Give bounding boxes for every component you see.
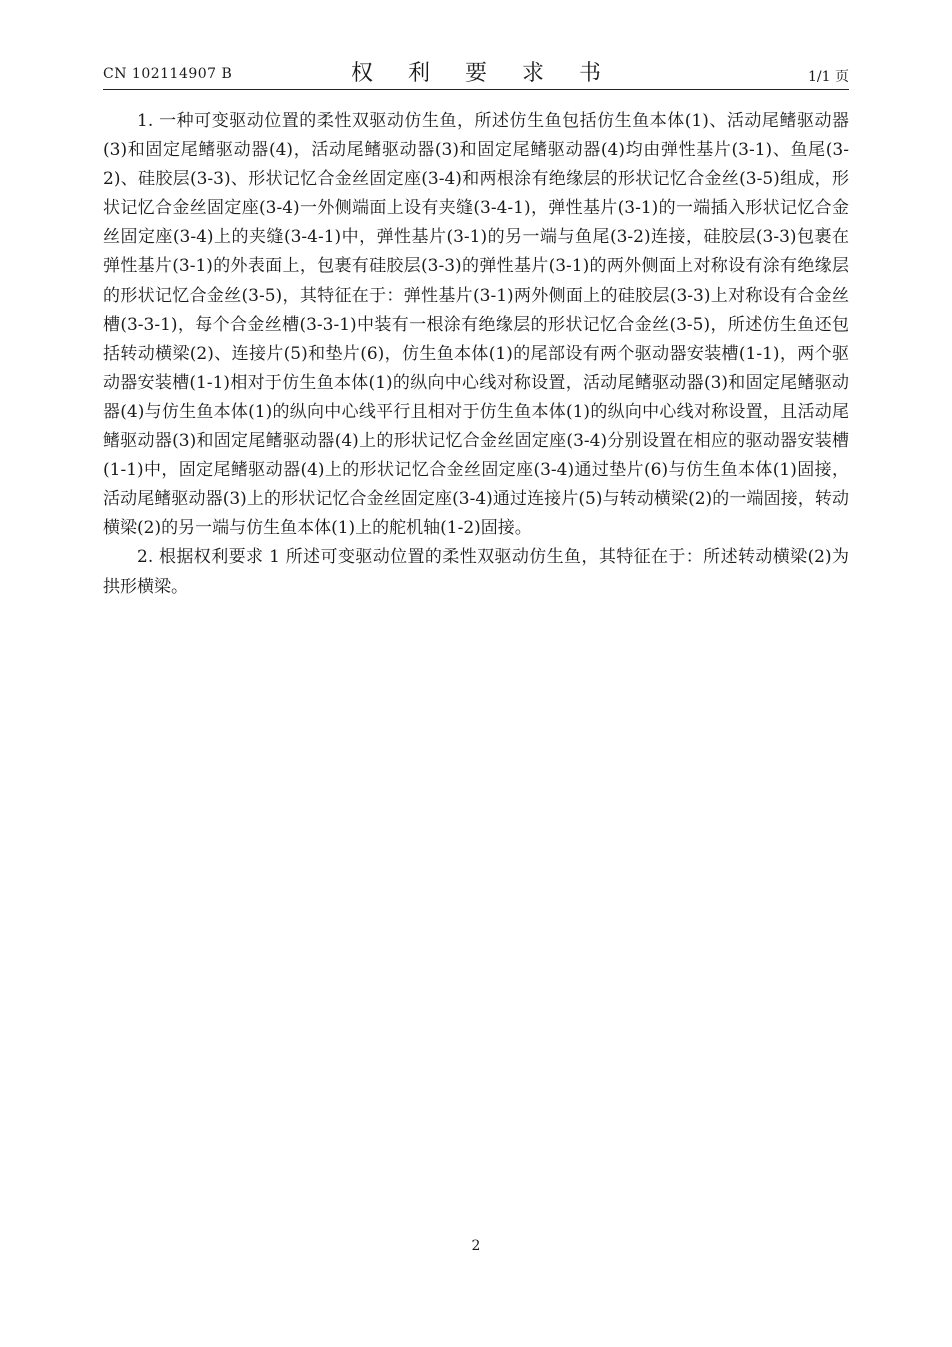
claim-2: 2. 根据权利要求 1 所述可变驱动位置的柔性双驱动仿生鱼，其特征在于：所述转动横梁(2)为拱形横梁。 [103, 547, 849, 597]
page-header [103, 52, 849, 88]
document-title: 权 利 要 求 书 [351, 61, 615, 86]
page-number: 2 [471, 1238, 481, 1254]
page-count: 1/1 页 [808, 69, 849, 85]
claim-1: 1. 一种可变驱动位置的柔性双驱动仿生鱼，所述仿生鱼包括仿生鱼本体(1)、活动尾鳍驱动器(3)和固定尾鳍驱动器(4)，活动尾鳍驱动器(3)和固定尾鳍驱动器(4)均由弹性基片(3-1)、鱼尾(3-2)、硅胶层(3-3)、形状记忆合金丝固定座(3-4)和两根涂有绝缘层的形状记忆合金丝(3-5)组成，形状记忆合金丝固定座(3-4)一外侧端面上设有夹缝(3-4-1)，弹性基片(3-1)的一端插入形状记忆合金丝固定座(3-4)上的夹缝(3-4-1)中，弹性基片(3-1)的另一端与鱼尾(3-2)连接，硅胶层(3-3)包裹在弹性基片(3-1)的外表面上，包裹有硅胶层(3-3)的弹性基片(3-1)的两外侧面上对称设有涂有绝缘层的形状记忆合金丝(3-5)，其特征在于：弹性基片(3-1)两外侧面上的硅胶层(3-3)上对称设有合金丝槽(3-3-1)，每个合金丝槽(3-3-1)中装有一根涂有绝缘层的形状记忆合金丝(3-5)，所述仿生鱼还包括转动横梁(2)、连接片(5)和垫片(6)，仿生鱼本体(1)的尾部设有两个驱动器安装槽(1-1)，两个驱动器安装槽(1-1)相对于仿生鱼本体(1)的纵向中心线对称设置，活动尾鳍驱动器(3)和固定尾鳍驱动器(4)与仿生鱼本体(1)的纵向中心线平行且相对于仿生鱼本体(1)的纵向中心线对称设置，且活动尾鳍驱动器(3)和固定尾鳍驱动器(4)上的形状记忆合金丝固定座(3-4)分别设置在相应的驱动器安装槽(1-1)中，固定尾鳍驱动器(4)上的形状记忆合金丝固定座(3-4)通过垫片(6)与仿生鱼本体(1)固接，活动尾鳍驱动器(3)上的形状记忆合金丝固定座(3-4)通过连接片(5)与转动横梁(2)的一端固接，转动横梁(2)的另一端与仿生鱼本体(1)上的舵机轴(1-2)固接。 [103, 111, 849, 539]
patent-number: CN 102114907 B [103, 66, 233, 82]
header-divider [103, 89, 849, 90]
claims-body [103, 107, 849, 602]
